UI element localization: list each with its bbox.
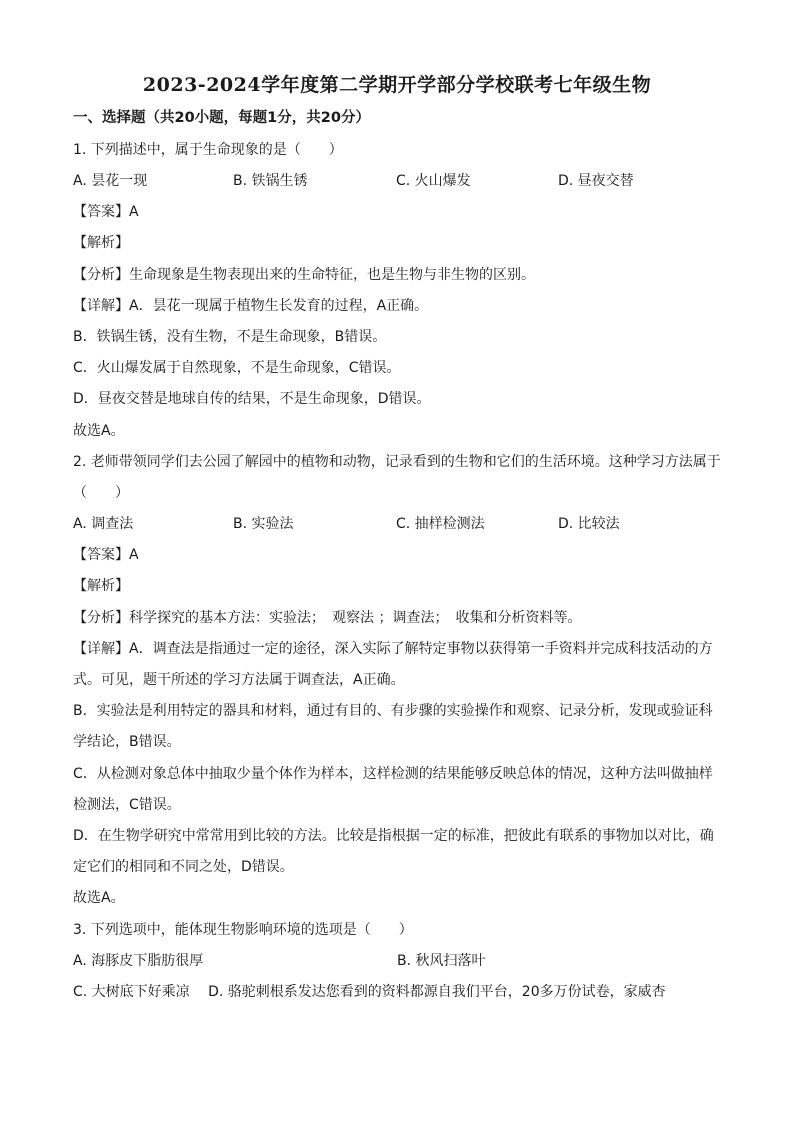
q2-detail-line8: 定它们的相同和不同之处，D错误。	[73, 859, 294, 875]
q3-option-a: A. 海豚皮下脂肪很厚	[73, 953, 204, 969]
q1-option-d: D. 昼夜交替	[558, 173, 634, 189]
q2-fenxi: 【分析】科学探究的基本方法：实验法； 观察法 ；调查法； 收集和分析资料等。	[73, 610, 582, 626]
q2-option-a: A. 调查法	[73, 516, 134, 532]
q2-conclusion: 故选A。	[73, 890, 125, 906]
q2-answer: 【答案】A	[73, 547, 139, 563]
q2-detail-line7: D．在生物学研究中常常用到比较的方法。比较是指根据一定的标准，把彼此有联系的事物加以对比，确	[73, 828, 714, 844]
q1-detail-d: D．昼夜交替是地球自传的结果，不是生命现象，D错误。	[73, 391, 431, 407]
q1-analysis-label: 【解析】	[73, 235, 129, 251]
q2-detail-line2: 式。可见，题干所述的学习方法属于调查法，A正确。	[73, 672, 405, 688]
q1-conclusion: 故选A。	[73, 423, 125, 439]
q1-fenxi: 【分析】生命现象是生物表现出来的生命特征，也是生物与非生物的区别。	[73, 267, 535, 283]
q2-detail-line3: B．实验法是利用特定的器具和材料，通过有目的、有步骤的实验操作和观察、记录分析，发现或验证科	[73, 703, 713, 719]
question-1-stem: 1. 下列描述中，属于生命现象的是（ ）	[73, 142, 343, 158]
q1-option-b: B. 铁锅生锈	[233, 173, 308, 189]
q3-option-b: B. 秋风扫落叶	[397, 953, 486, 969]
q2-option-c: C. 抽样检测法	[396, 516, 485, 532]
q1-detail-a: 【详解】A．昙花一现属于植物生长发育的过程，A正确。	[73, 298, 429, 314]
q1-detail-c: C．火山爆发属于自然现象，不是生命现象，C错误。	[73, 360, 401, 376]
question-3-options-row2: C. 大树底下好乘凉 D. 骆驼刺根系发达您看到的资料都源自我们平台，20多万份试卷，家威杏	[73, 984, 666, 1000]
question-3-stem: 3. 下列选项中，能体现生物影响环境的选项是（ ）	[73, 922, 413, 938]
q2-detail-line5: C．从检测对象总体中抽取少量个体作为样本，这样检测的结果能够反映总体的情况，这种方法叫做抽样	[73, 766, 713, 782]
q2-detail-line4: 学结论，B错误。	[73, 734, 181, 750]
page-title: 2023-2024学年度第二学期开学部分学校联考七年级生物	[142, 74, 652, 96]
q1-detail-b: B．铁锅生锈，没有生物，不是生命现象，B错误。	[73, 329, 387, 345]
q2-option-d: D. 比较法	[558, 516, 620, 532]
q2-detail-line1: 【详解】A．调查法是指通过一定的途径，深入实际了解特定事物以获得第一手资料并完成科技活动的方	[73, 641, 713, 657]
section-heading: 一、选择题（共20小题，每题1分，共20分）	[73, 110, 370, 126]
q2-analysis-label: 【解析】	[73, 578, 129, 594]
q2-detail-line6: 检测法，C错误。	[73, 797, 181, 813]
question-2-stem-line1: 2. 老师带领同学们去公园了解园中的植物和动物，记录看到的生物和它们的生活环境。这种学习方法属于	[73, 454, 721, 470]
q1-answer: 【答案】A	[73, 204, 139, 220]
q2-option-b: B. 实验法	[233, 516, 294, 532]
q1-option-c: C. 火山爆发	[396, 173, 471, 189]
question-2-stem-line2: （ ）	[73, 485, 129, 501]
q1-option-a: A. 昙花一现	[73, 173, 148, 189]
